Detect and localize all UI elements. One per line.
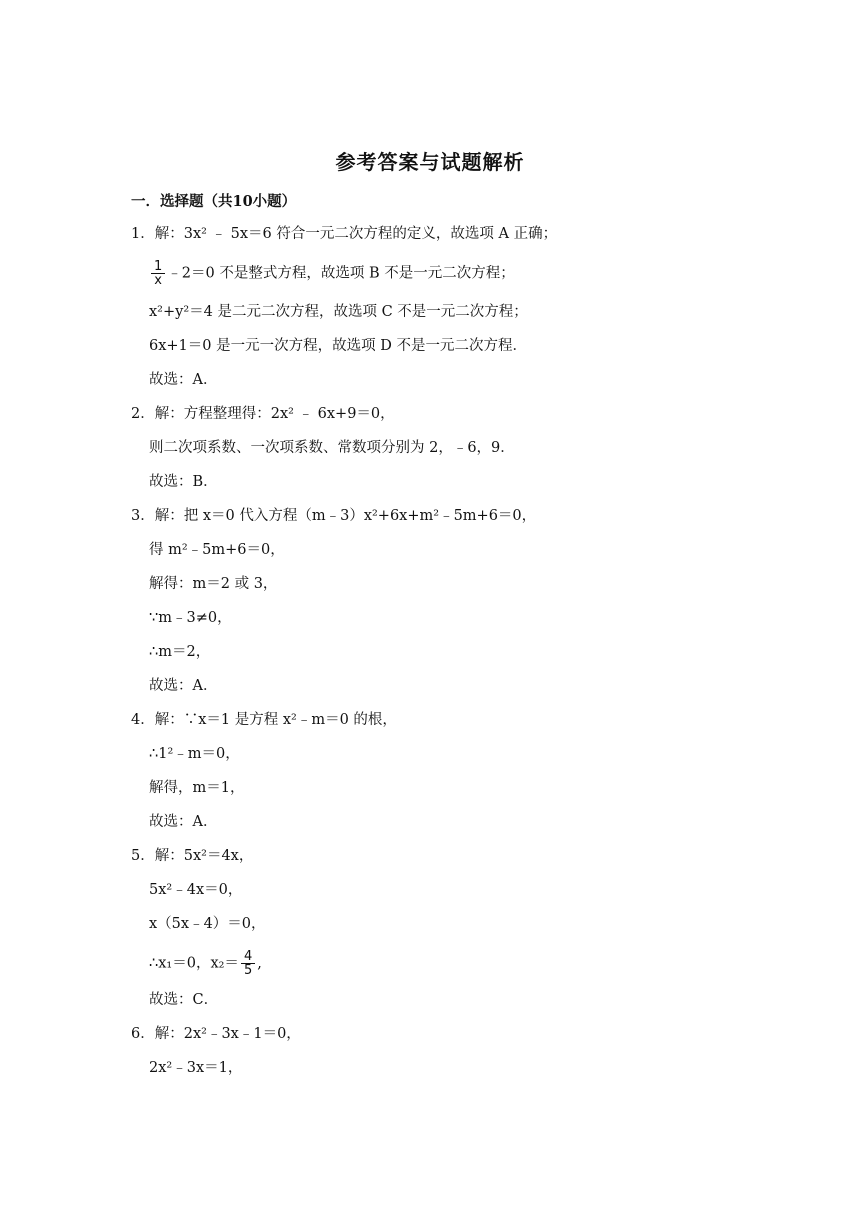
answer-line: 2x²﹣3x＝1， xyxy=(149,1060,243,1076)
answer-line: 解得，m＝1， xyxy=(149,780,245,796)
answer-line: 解得：m＝2 或 3， xyxy=(149,576,278,592)
answer-line: 5．解：5x²＝4x， xyxy=(131,848,254,864)
answer-line: ∴x₁＝0，x₂＝ $\frac{4}{5}$ , xyxy=(149,949,262,978)
page-title: 参考答案与试题解析 xyxy=(335,150,525,174)
section-heading: 一．选择题（共10小题） xyxy=(131,193,297,210)
answer-line: 故选：C． xyxy=(149,992,219,1008)
answer-line: x²+y²＝4 是二元二次方程，故选项 C 不是一元二次方程； xyxy=(149,304,528,320)
answer-line: 得 m²﹣5m+6＝0， xyxy=(149,542,285,558)
answer-line: 6．解：2x²﹣3x﹣1＝0， xyxy=(131,1026,301,1042)
fraction-4-over-5: $\frac{4}{5}$ xyxy=(241,950,255,977)
answer-line: 故选：A． xyxy=(149,678,218,694)
answer-line: x（5x﹣4）＝0， xyxy=(149,916,266,932)
answer-line: 4．解：∵x＝1 是方程 x²﹣m＝0 的根， xyxy=(131,712,397,728)
answer-line: 5x²﹣4x＝0， xyxy=(149,882,243,898)
answer-line: 故选：A． xyxy=(149,814,218,830)
answer-line: 1．解：3x² ﹣ 5x＝6 符合一元二次方程的定义，故选项 A 正确； xyxy=(131,226,558,242)
answer-line: 6x+1＝0 是一元一次方程，故选项 D 不是一元二次方程． xyxy=(149,338,527,354)
answer-line: 则二次项系数、一次项系数、常数项分别为 2，﹣6，9． xyxy=(149,440,515,456)
answer-line: ∴m＝2， xyxy=(149,644,211,660)
answer-line: $\frac{1}{x}$ ﹣2＝0 不是整式方程，故选项 B 不是一元二次方程； xyxy=(149,260,515,287)
answer-line: 故选：B． xyxy=(149,474,218,490)
answer-line: ∴1²﹣m＝0， xyxy=(149,746,240,762)
answer-line: 3．解：把 x＝0 代入方程（m﹣3）x²+6x+m²﹣5m+6＝0， xyxy=(131,508,537,524)
fraction-1-over-x: $\frac{1}{x}$ xyxy=(151,260,165,287)
answer-line: 2．解：方程整理得：2x² ﹣ 6x+9＝0， xyxy=(131,406,395,422)
answer-line: 故选：A． xyxy=(149,372,218,388)
answer-line: ∵m﹣3≠0， xyxy=(149,610,232,626)
